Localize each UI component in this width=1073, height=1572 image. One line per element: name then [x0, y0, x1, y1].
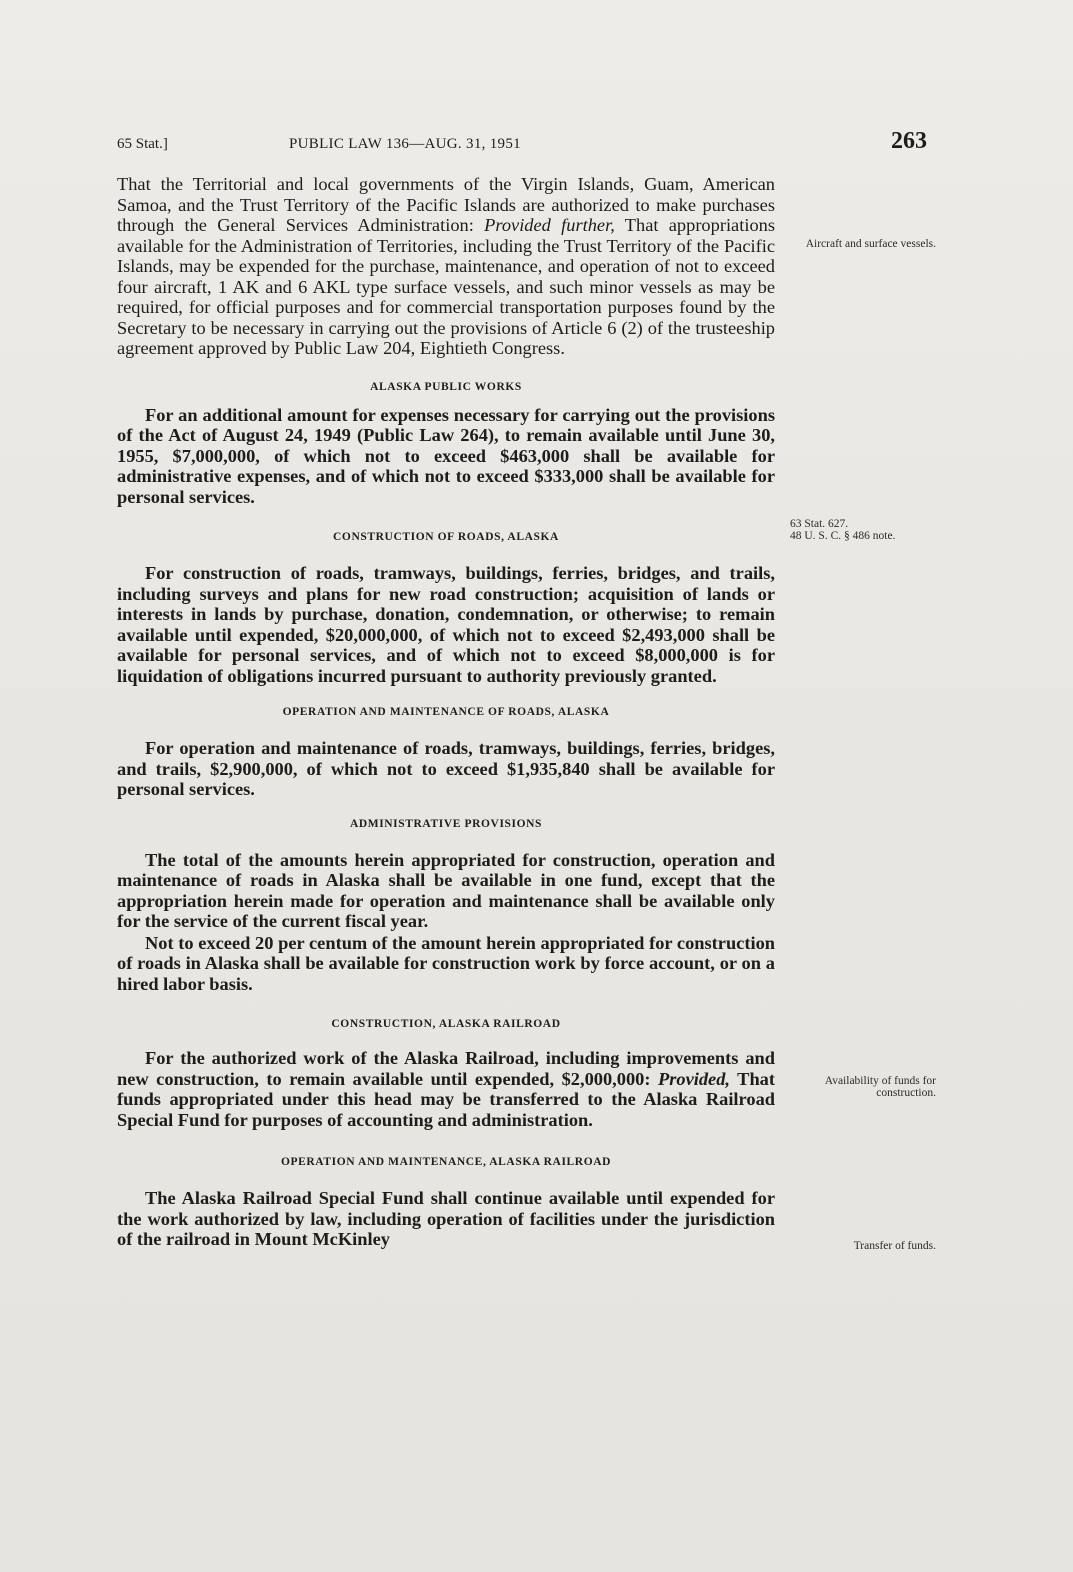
section-text-rest: That funds appropriated under this head may be transferred to the Alaska Railroad Special Fund for purposes of accounting and administration.	[117, 1068, 775, 1130]
intro-proviso: Provided further,	[484, 215, 615, 235]
section-heading: ADMINISTRATIVE PROVISIONS	[349, 817, 543, 830]
page-header	[117, 128, 927, 158]
section-paragraph: The total of the amounts herein appropriated for construction, operation and maintenance of roads in Alaska shall be available in one fund, except that the appropriation herein made for operation and maintenance shall be available only for the service of the current fiscal year.	[117, 849, 775, 931]
section-heading: ALASKA PUBLIC WORKS	[370, 380, 522, 393]
intro-paragraph	[117, 174, 775, 359]
section-paragraph: The Alaska Railroad Special Fund shall continue available until expended for the work authorized by law, including operation of facilities under the jurisdiction of the railroad in Mount McKinley	[117, 1188, 775, 1249]
section-heading: OPERATION AND MAINTENANCE, ALASKA RAILROAD	[280, 1156, 612, 1168]
margin-note: Aircraft and surface vessels.	[805, 238, 936, 250]
section-text: For the authorized work of the Alaska Railroad, including improvements and new construction, to remain available until expended, $2,000,000:	[117, 1048, 775, 1089]
section-heading: CONSTRUCTION, ALASKA RAILROAD	[331, 1018, 561, 1030]
intro-text: That the Territorial and local governments of the Virgin Islands, Guam, American Samoa, and the Trust Territory of the Pacific Islands are authorized to make purchases through the General Services Administration:	[117, 174, 775, 235]
running-title: PUBLIC LAW 136—AUG. 31, 1951	[289, 136, 521, 152]
intro-text-rest: That appropriations available for the Administration of Territories, including the Trust Territory of the Pacific Islands, may be expended for the purchase, maintenance, and operation of not to exceed four aircraft, 1 AK and 6 AKL type surface vessels, and such minor vessels as may be required, for official purposes and for commercial transportation purposes found by the Secretary to be necessary in carrying out the provisions of Article 6 (2) of the trusteeship agreement approved by Public Law 204, Eightieth Congress.	[117, 215, 775, 358]
section-paragraph	[117, 1048, 775, 1130]
margin-note: Transfer of funds.	[853, 1240, 936, 1252]
margin-note: Availability of funds for construction.	[824, 1075, 936, 1099]
section-paragraph: For construction of roads, tramways, buildings, ferries, bridges, and trails, including surveys and plans for new road construction; acquisition of lands or interests in lands by purchase, donation, condemnation, or otherwise; to remain available until expended, $20,000,000, of which not to exceed $2,493,000 shall be available for personal services, and of which not to exceed $8,000,000 is for liquidation of obligations incurred pursuant to authority previously granted.	[117, 563, 775, 686]
section-paragraph: Not to exceed 20 per centum of the amount herein appropriated for construction of roads in Alaska shall be available for construction work by force account, or on a hired labor basis.	[117, 932, 775, 994]
page-number: 263	[891, 128, 927, 154]
section-heading: OPERATION AND MAINTENANCE OF ROADS, ALASKA	[282, 706, 610, 718]
section-paragraph: For an additional amount for expenses necessary for carrying out the provisions of the Act of August 24, 1949 (Public Law 264), to remain available until June 30, 1955, $7,000,000, of which not to exceed $463,000 shall be available for administrative expenses, and of which not to exceed $333,000 shall be available for personal services.	[117, 404, 775, 507]
section-heading: CONSTRUCTION OF ROADS, ALASKA	[333, 531, 559, 543]
document-body	[117, 174, 775, 1250]
section-proviso: Provided,	[657, 1068, 730, 1089]
margin-note: 63 Stat. 627. 48 U. S. C. § 486 note.	[790, 518, 896, 542]
section-paragraph: For operation and maintenance of roads, tramways, buildings, ferries, bridges, and trails, $2,900,000, of which not to exceed $1,935,840 shall be available for personal services.	[117, 738, 775, 799]
volume-reference: 65 Stat.]	[117, 136, 168, 152]
